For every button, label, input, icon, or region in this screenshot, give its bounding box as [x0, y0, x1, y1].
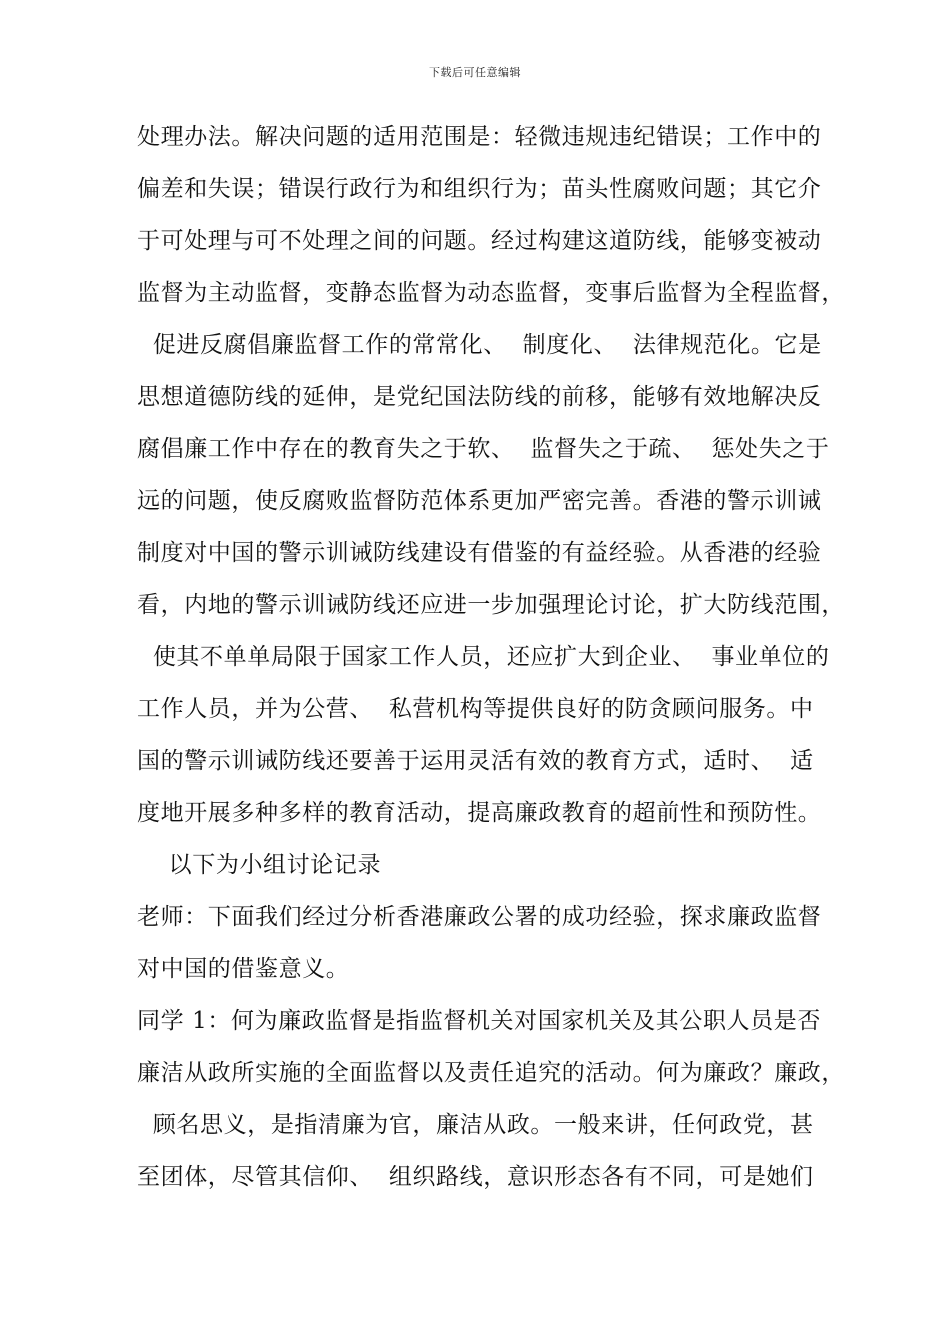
text-line: 腐倡廉工作中存在的教育失之于软、 监督失之于疏、 惩处失之于 — [137, 436, 830, 462]
text-line: 偏差和失误；错误行政行为和组织行为；苗头性腐败问题；其它介 — [137, 176, 822, 202]
text-line: 至团体，尽管其信仰、 组织路线，意识形态各有不同，可是她们 — [137, 1164, 814, 1190]
text-line: 廉洁从政所实施的全面监督以及责任追究的活动。何为廉政？廉政， — [137, 1060, 845, 1086]
text-line: 思想道德防线的延伸，是党纪国法防线的前移，能够有效地解决反 — [137, 384, 822, 410]
text-line: 处理办法。解决问题的适用范围是：轻微违规违纪错误；工作中的 — [137, 124, 822, 150]
text-line: 远的问题，使反腐败监督防范体系更加严密完善。香港的警示训诫 — [137, 488, 822, 514]
text-line: 促进反腐倡廉监督工作的常常化、 制度化、 法律规范化。它是 — [137, 332, 822, 358]
text-line: 看，内地的警示训诫防线还应进一步加强理论讨论，扩大防线范围， — [137, 592, 845, 618]
text-line: 于可处理与可不处理之间的问题。经过构建这道防线，能够变被动 — [137, 228, 822, 254]
text-line: 使其不单单局限于国家工作人员，还应扩大到企业、 事业单位的 — [137, 644, 830, 670]
section-intro: 以下为小组讨论记录 — [137, 852, 382, 878]
text-line: 监督为主动监督，变静态监督为动态监督，变事后监督为全程监督， — [137, 280, 845, 306]
text-line: 对中国的借鉴意义。 — [137, 956, 350, 982]
text-line: 度地开展多种多样的教育活动，提高廉政教育的超前性和预防性。 — [137, 800, 822, 826]
text-line: 老师：下面我们经过分析香港廉政公署的成功经验，探求廉政监督 — [137, 904, 822, 930]
text-line: 同学 1：何为廉政监督是指监督机关对国家机关及其公职人员是否 — [137, 1008, 821, 1034]
page-header: 下载后可任意编辑 — [429, 66, 521, 79]
text-line: 制度对中国的警示训诫防线建设有借鉴的有益经验。从香港的经验 — [137, 540, 822, 566]
text-line: 国的警示训诫防线还要善于运用灵活有效的教育方式，适时、 适 — [137, 748, 814, 774]
text-line: 顾名思义，是指清廉为官，廉洁从政。一般来讲，任何政党，甚 — [137, 1112, 814, 1138]
text-line: 工作人员，并为公营、 私营机构等提供良好的防贪顾问服务。中 — [137, 696, 814, 722]
document-body — [137, 119, 845, 1211]
